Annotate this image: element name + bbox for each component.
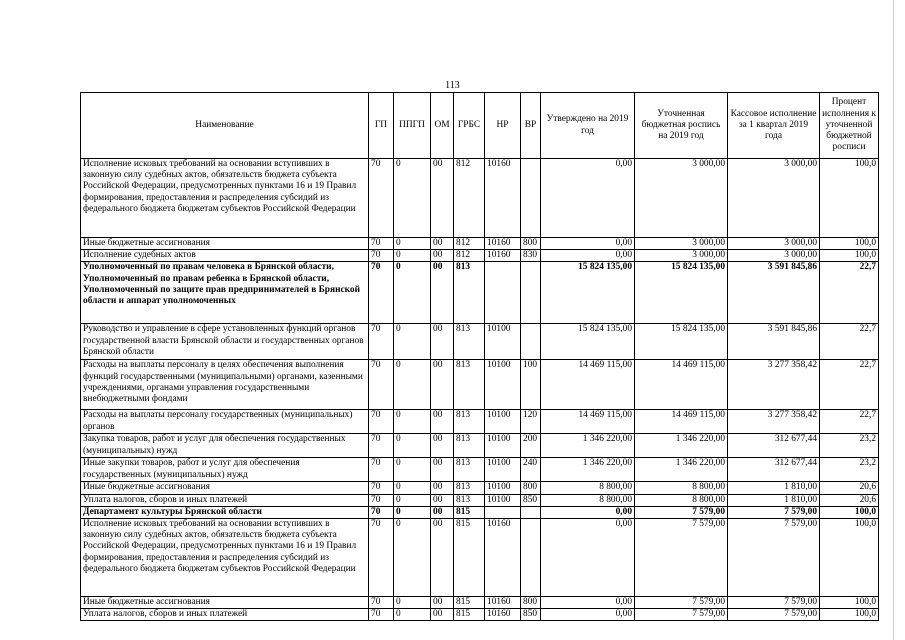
header-cash: Кассовое исполнение за 1 квартал 2019 года xyxy=(728,93,820,159)
row-grbs: 815 xyxy=(454,609,485,621)
row-cash: 3 277 358,42 xyxy=(728,360,820,410)
row-pgp: 0 xyxy=(394,506,431,518)
row-om: 00 xyxy=(431,324,454,360)
row-om: 00 xyxy=(431,250,454,262)
row-cash: 312 677,44 xyxy=(728,458,820,482)
row-approved: 0,00 xyxy=(541,609,635,621)
row-percent: 22,7 xyxy=(820,410,879,434)
row-np: 10100 xyxy=(485,324,521,360)
row-grbs: 813 xyxy=(454,324,485,360)
row-gp: 70 xyxy=(369,609,394,621)
row-name: Расходы на выплаты персоналу в целях обеспечения выполнения функций государственными (муниципальными) органами, казенными учреждениями, органами управления государственными внебюджетными фондами xyxy=(81,360,369,410)
header-om: ОМ xyxy=(431,93,454,159)
row-approved: 0,00 xyxy=(541,238,635,250)
header-vr: ВР xyxy=(521,93,541,159)
row-gp: 70 xyxy=(369,519,394,597)
row-vr xyxy=(521,159,541,238)
row-grbs: 813 xyxy=(454,262,485,324)
header-approved: Утверждено на 2019 год xyxy=(541,93,635,159)
row-refined: 7 579,00 xyxy=(635,609,728,621)
row-refined: 8 800,00 xyxy=(635,482,728,494)
row-gp: 70 xyxy=(369,262,394,324)
row-refined: 15 824 135,00 xyxy=(635,324,728,360)
row-np: 10160 xyxy=(485,159,521,238)
row-percent: 100,0 xyxy=(820,597,879,609)
row-approved: 14 469 115,00 xyxy=(541,360,635,410)
row-approved: 0,00 xyxy=(541,519,635,597)
row-approved: 0,00 xyxy=(541,250,635,262)
row-gp: 70 xyxy=(369,360,394,410)
row-name: Исполнение судебных актов xyxy=(81,250,369,262)
row-grbs: 812 xyxy=(454,238,485,250)
row-pgp: 0 xyxy=(394,324,431,360)
row-name: Иные бюджетные ассигнования xyxy=(81,238,369,250)
header-refined: Уточненная бюджетная роспись на 2019 год xyxy=(635,93,728,159)
row-om: 00 xyxy=(431,262,454,324)
row-cash: 7 579,00 xyxy=(728,597,820,609)
row-percent: 100,0 xyxy=(820,238,879,250)
row-gp: 70 xyxy=(369,494,394,506)
table-row xyxy=(81,410,879,434)
row-grbs: 812 xyxy=(454,159,485,238)
row-om: 00 xyxy=(431,159,454,238)
row-gp: 70 xyxy=(369,324,394,360)
row-gp: 70 xyxy=(369,597,394,609)
row-gp: 70 xyxy=(369,458,394,482)
row-cash: 3 000,00 xyxy=(728,159,820,238)
header-name: Наименование xyxy=(81,93,369,159)
row-pgp: 0 xyxy=(394,597,431,609)
row-cash: 3 591 845,86 xyxy=(728,324,820,360)
header-grbs: ГРБС xyxy=(454,93,485,159)
row-approved: 8 800,00 xyxy=(541,494,635,506)
table-row xyxy=(81,324,879,360)
row-percent: 100,0 xyxy=(820,519,879,597)
row-gp: 70 xyxy=(369,238,394,250)
header-np: НР xyxy=(485,93,521,159)
scan-edge-line xyxy=(893,0,894,640)
row-om: 00 xyxy=(431,494,454,506)
row-gp: 70 xyxy=(369,482,394,494)
row-grbs: 815 xyxy=(454,519,485,597)
row-name: Уплата налогов, сборов и иных платежей xyxy=(81,609,369,621)
row-cash: 3 000,00 xyxy=(728,250,820,262)
row-cash: 312 677,44 xyxy=(728,434,820,458)
row-pgp: 0 xyxy=(394,238,431,250)
row-refined: 1 346 220,00 xyxy=(635,458,728,482)
row-refined: 7 579,00 xyxy=(635,506,728,518)
row-percent: 23,2 xyxy=(820,434,879,458)
row-refined: 14 469 115,00 xyxy=(635,410,728,434)
row-percent: 22,7 xyxy=(820,360,879,410)
row-name: Департамент культуры Брянской области xyxy=(81,506,369,518)
row-name: Иные бюджетные ассигнования xyxy=(81,482,369,494)
budget-execution-table xyxy=(80,92,879,621)
header-percent: Процент исполнения к уточненной бюджетной росписи xyxy=(820,93,879,159)
row-name: Исполнение исковых требований на основании вступивших в законную силу судебных актов, обязательств бюджета субъекта Российской Федерации, предусмотренных пунктами 16 и 19 Правил формирования, предоставления и распределения субсидий из федерального бюджета бюджетам субъектов Российской Федерации xyxy=(81,519,369,597)
table-row xyxy=(81,159,879,238)
table-header-row xyxy=(81,93,879,159)
row-vr xyxy=(521,324,541,360)
row-np: 10100 xyxy=(485,482,521,494)
row-om: 00 xyxy=(431,410,454,434)
row-om: 00 xyxy=(431,238,454,250)
row-percent: 100,0 xyxy=(820,159,879,238)
row-percent: 22,7 xyxy=(820,324,879,360)
row-np: 10160 xyxy=(485,609,521,621)
row-percent: 100,0 xyxy=(820,506,879,518)
row-cash: 7 579,00 xyxy=(728,519,820,597)
table-row xyxy=(81,482,879,494)
row-vr xyxy=(521,262,541,324)
row-vr: 800 xyxy=(521,597,541,609)
table-row xyxy=(81,597,879,609)
row-pgp: 0 xyxy=(394,519,431,597)
row-percent: 22,7 xyxy=(820,262,879,324)
row-np: 10160 xyxy=(485,250,521,262)
table-row xyxy=(81,506,879,518)
row-pgp: 0 xyxy=(394,250,431,262)
row-om: 00 xyxy=(431,434,454,458)
row-pgp: 0 xyxy=(394,609,431,621)
row-cash: 3 277 358,42 xyxy=(728,410,820,434)
row-vr: 850 xyxy=(521,494,541,506)
table-row xyxy=(81,238,879,250)
row-approved: 1 346 220,00 xyxy=(541,458,635,482)
table-row xyxy=(81,250,879,262)
row-cash: 1 810,00 xyxy=(728,482,820,494)
row-pgp: 0 xyxy=(394,482,431,494)
row-pgp: 0 xyxy=(394,458,431,482)
row-om: 00 xyxy=(431,519,454,597)
table-row xyxy=(81,360,879,410)
row-name: Закупка товаров, работ и услуг для обеспечения государственных (муниципальных) нужд xyxy=(81,434,369,458)
row-approved: 1 346 220,00 xyxy=(541,434,635,458)
row-cash: 3 000,00 xyxy=(728,238,820,250)
row-gp: 70 xyxy=(369,159,394,238)
row-vr: 830 xyxy=(521,250,541,262)
row-name: Иные бюджетные ассигнования xyxy=(81,597,369,609)
row-np xyxy=(485,506,521,518)
row-refined: 7 579,00 xyxy=(635,519,728,597)
table-row xyxy=(81,519,879,597)
header-pgp: ППГП xyxy=(394,93,431,159)
row-vr: 200 xyxy=(521,434,541,458)
row-pgp: 0 xyxy=(394,410,431,434)
row-np: 10160 xyxy=(485,238,521,250)
row-vr: 120 xyxy=(521,410,541,434)
row-vr: 240 xyxy=(521,458,541,482)
row-pgp: 0 xyxy=(394,159,431,238)
row-om: 00 xyxy=(431,609,454,621)
row-pgp: 0 xyxy=(394,494,431,506)
row-refined: 1 346 220,00 xyxy=(635,434,728,458)
row-np xyxy=(485,262,521,324)
header-gp: ГП xyxy=(369,93,394,159)
row-approved: 0,00 xyxy=(541,597,635,609)
row-om: 00 xyxy=(431,506,454,518)
row-name: Уплата налогов, сборов и иных платежей xyxy=(81,494,369,506)
row-np: 10100 xyxy=(485,434,521,458)
row-name: Исполнение исковых требований на основании вступивших в законную силу судебных актов, обязательств бюджета субъекта Российской Федерации, предусмотренных пунктами 16 и 19 Правил формирования, предоставления и распределения субсидий из федерального бюджета бюджетам субъектов Российской Федерации xyxy=(81,159,369,238)
row-grbs: 813 xyxy=(454,410,485,434)
row-name: Расходы на выплаты персоналу государственных (муниципальных) органов xyxy=(81,410,369,434)
row-grbs: 815 xyxy=(454,597,485,609)
row-refined: 3 000,00 xyxy=(635,250,728,262)
row-name: Руководство и управление в сфере установленных функций органов государственной власти Брянской области и государственных органов Брянской области xyxy=(81,324,369,360)
row-refined: 15 824 135,00 xyxy=(635,262,728,324)
row-percent: 20,6 xyxy=(820,482,879,494)
row-grbs: 813 xyxy=(454,434,485,458)
row-gp: 70 xyxy=(369,506,394,518)
table-row xyxy=(81,609,879,621)
row-gp: 70 xyxy=(369,410,394,434)
row-refined: 8 800,00 xyxy=(635,494,728,506)
row-om: 00 xyxy=(431,482,454,494)
row-percent: 100,0 xyxy=(820,609,879,621)
table-row xyxy=(81,262,879,324)
row-approved: 8 800,00 xyxy=(541,482,635,494)
row-np: 10100 xyxy=(485,410,521,434)
row-name: Иные закупки товаров, работ и услуг для обеспечения государственных (муниципальных) нужд xyxy=(81,458,369,482)
row-vr xyxy=(521,506,541,518)
row-approved: 0,00 xyxy=(541,159,635,238)
row-pgp: 0 xyxy=(394,262,431,324)
row-approved: 14 469 115,00 xyxy=(541,410,635,434)
row-approved: 0,00 xyxy=(541,506,635,518)
row-om: 00 xyxy=(431,597,454,609)
row-np: 10100 xyxy=(485,360,521,410)
row-grbs: 813 xyxy=(454,360,485,410)
row-name: Уполномоченный по правам человека в Брянской области, Уполномоченный по правам ребенка в Брянской области, Уполномоченный по защите прав предпринимателей в Брянской области и аппарат уполномоченных xyxy=(81,262,369,324)
row-pgp: 0 xyxy=(394,434,431,458)
row-grbs: 813 xyxy=(454,458,485,482)
row-vr: 800 xyxy=(521,238,541,250)
row-grbs: 812 xyxy=(454,250,485,262)
row-refined: 3 000,00 xyxy=(635,159,728,238)
row-gp: 70 xyxy=(369,434,394,458)
row-cash: 7 579,00 xyxy=(728,609,820,621)
table-row xyxy=(81,494,879,506)
row-np: 10100 xyxy=(485,458,521,482)
row-percent: 20,6 xyxy=(820,494,879,506)
row-grbs: 815 xyxy=(454,506,485,518)
row-percent: 100,0 xyxy=(820,250,879,262)
table-row xyxy=(81,434,879,458)
row-vr: 800 xyxy=(521,482,541,494)
row-om: 00 xyxy=(431,360,454,410)
row-vr: 850 xyxy=(521,609,541,621)
row-grbs: 813 xyxy=(454,494,485,506)
row-refined: 14 469 115,00 xyxy=(635,360,728,410)
page-number: 113 xyxy=(445,80,460,91)
row-pgp: 0 xyxy=(394,360,431,410)
row-vr xyxy=(521,519,541,597)
row-vr: 100 xyxy=(521,360,541,410)
row-approved: 15 824 135,00 xyxy=(541,324,635,360)
row-om: 00 xyxy=(431,458,454,482)
row-cash: 1 810,00 xyxy=(728,494,820,506)
row-refined: 3 000,00 xyxy=(635,238,728,250)
row-cash: 7 579,00 xyxy=(728,506,820,518)
row-percent: 23,2 xyxy=(820,458,879,482)
row-refined: 7 579,00 xyxy=(635,597,728,609)
row-gp: 70 xyxy=(369,250,394,262)
row-np: 10160 xyxy=(485,519,521,597)
row-np: 10160 xyxy=(485,597,521,609)
row-grbs: 813 xyxy=(454,482,485,494)
row-np: 10100 xyxy=(485,494,521,506)
table-row xyxy=(81,458,879,482)
row-approved: 15 824 135,00 xyxy=(541,262,635,324)
row-cash: 3 591 845,86 xyxy=(728,262,820,324)
